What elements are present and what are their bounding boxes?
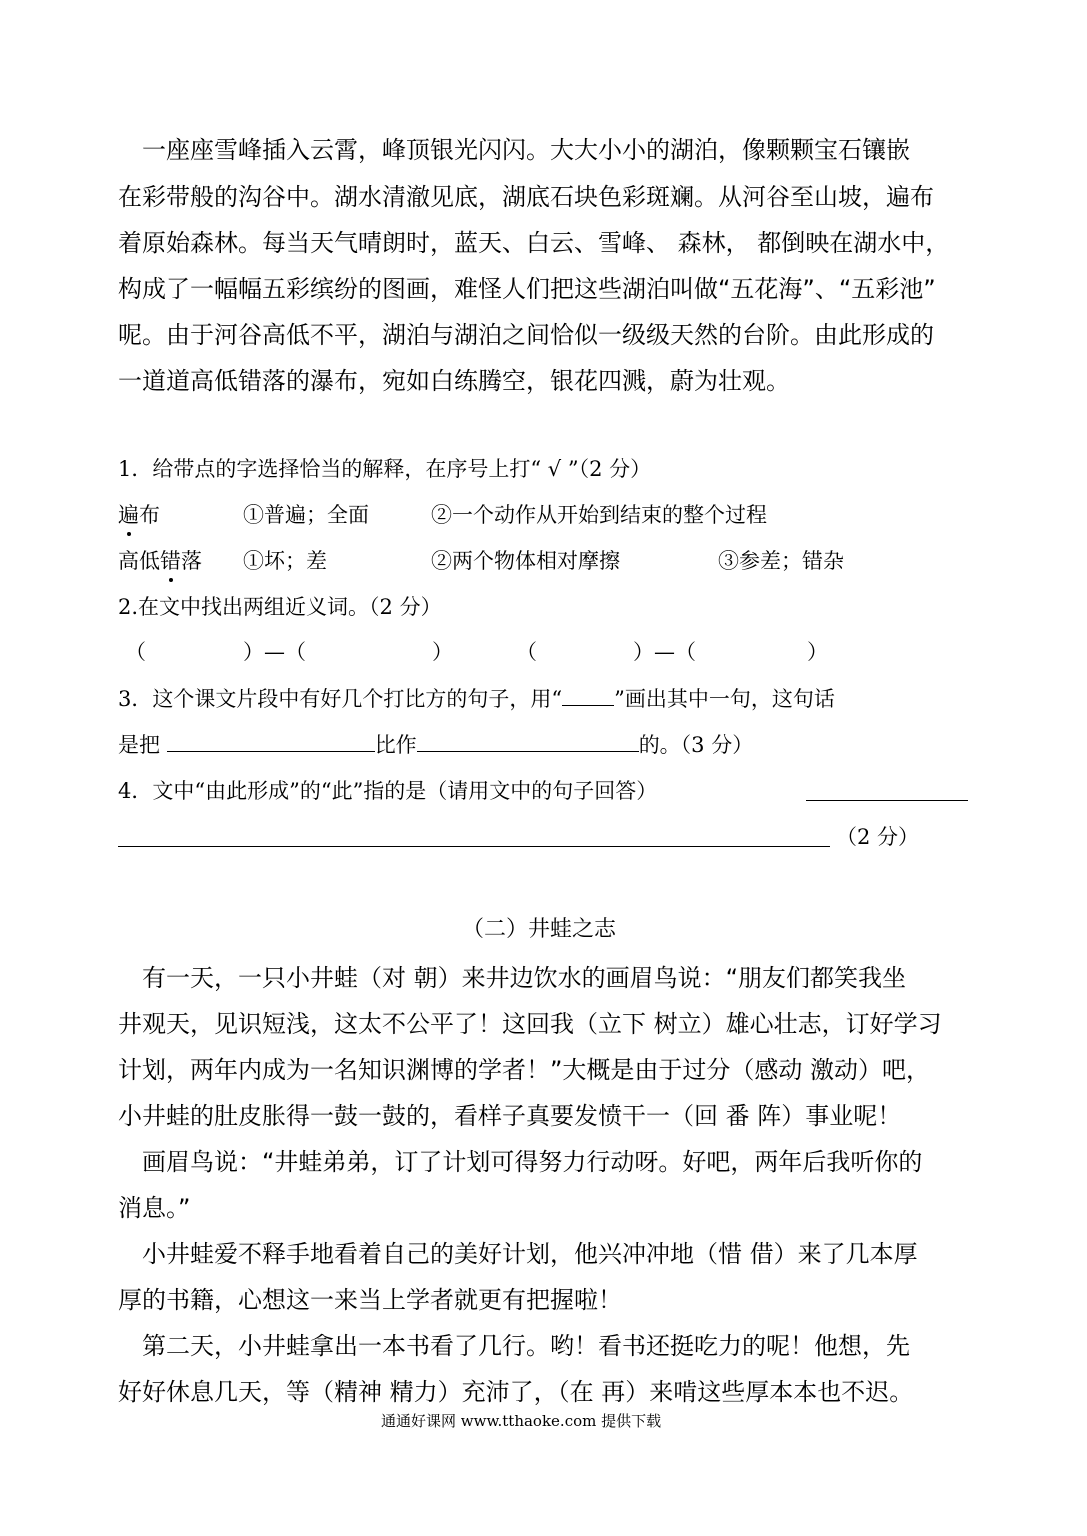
q1-word-2: 高低错落 [118, 545, 202, 575]
q2-pair2-open: （ [516, 640, 537, 664]
q2-pair1-mid: ）—（ [243, 640, 306, 664]
passage2-line-2: 井观天，见识短浅，这太不公平了！这回我（立下 树立）雄心壮志，订好学习 [118, 1010, 942, 1038]
passage1-line-5: 呢。由于河谷高低不平，湖泊与湖泊之间恰似一级级天然的台阶。由此形成的 [118, 321, 934, 349]
q1-row2-option-1: ①坏；差 [243, 549, 327, 573]
passage2-line-7: 小井蛙爱不释手地看着自己的美好计划，他兴冲冲地（惜 借）来了几本厚 [118, 1240, 918, 1268]
passage1-line-1: 一座座雪峰插入云霄，峰顶银光闪闪。大大小小的湖泊，像颗颗宝石镶嵌 [118, 136, 910, 164]
answer-line-1[interactable] [806, 780, 968, 801]
q2-pair1-close: ） [432, 640, 453, 664]
sample-underline [562, 683, 614, 706]
passage1-line-4: 构成了一幅幅五彩缤纷的图画，难怪人们把这些湖泊叫做“五花海”、“五彩池” [118, 275, 936, 303]
q3-line-2: 是把 比作 的。（3 分） [118, 729, 753, 759]
q1-row2-option-3: ③参差；错杂 [718, 549, 844, 573]
passage2-line-3: 计划，两年内成为一名知识渊博的学者！”大概是由于过分（感动 激动）吧， [118, 1056, 931, 1084]
section-title: （二）井蛙之志 [462, 917, 617, 942]
q1-row1-option-2: ②一个动作从开始到结束的整个过程 [431, 503, 767, 527]
passage2-line-6: 消息。” [118, 1194, 191, 1222]
q1-word-1: 遍布 [118, 499, 160, 529]
q2-stem: 2.在文中找出两组近义词。（2 分） [118, 595, 442, 619]
passage2-line-5: 画眉鸟说：“井蛙弟弟，订了计划可得努力行动呀。好吧，两年后我听你的 [118, 1148, 923, 1176]
passage1-line-2: 在彩带般的沟谷中。湖水清澈见底，湖底石块色彩斑斓。从河谷至山坡，遍布 [118, 183, 934, 211]
answer-blank-1[interactable] [167, 729, 375, 752]
dotted-char: 遍 [118, 499, 139, 529]
passage2-line-10: 好好休息几天，等（精神 精力）充沛了，（在 再）来啃这些厚本本也不迟。 [118, 1378, 914, 1406]
dotted-char: 错 [160, 545, 181, 575]
q3-line-1: 3．这个课文片段中有好几个打比方的句子，用“ ”画出其中一句，这句话 [118, 683, 835, 713]
answer-blank-2[interactable] [417, 729, 639, 752]
footer-credit: 通通好课网 www.tthaoke.com 提供下载 [381, 1412, 662, 1430]
passage2-line-4: 小井蛙的肚皮胀得一鼓一鼓的，看样子真要发愤干一（回 番 阵）事业呢！ [118, 1102, 902, 1130]
passage2-line-8: 厚的书籍，心想这一来当上学者就更有把握啦！ [118, 1286, 622, 1314]
passage1-line-3: 着原始森林。每当天气晴朗时，蓝天、白云、雪峰、 森林， 都倒映在湖水中， [118, 229, 950, 257]
q4-score: （2 分） [836, 825, 920, 849]
passage2-line-9: 第二天，小井蛙拿出一本书看了几行。哟！看书还挺吃力的呢！他想，先 [118, 1332, 910, 1360]
passage2-line-1: 有一天，一只小井蛙（对 朝）来井边饮水的画眉鸟说：“朋友们都笑我坐 [118, 964, 907, 992]
q1-row1-option-1: ①普遍；全面 [243, 503, 369, 527]
q2-pair1-open: （ [125, 640, 146, 664]
passage1-line-6: 一道道高低错落的瀑布，宛如白练腾空，银花四溅，蔚为壮观。 [118, 367, 790, 395]
q2-pair2-mid: ）—（ [633, 640, 696, 664]
q4-line-1: 4．文中“由此形成”的“此”指的是（请用文中的句子回答） [118, 779, 658, 803]
q2-pair2-close: ） [807, 640, 828, 664]
answer-line-2[interactable] [118, 826, 830, 847]
q1-row2-option-2: ②两个物体相对摩擦 [431, 549, 620, 573]
q1-stem: 1．给带点的字选择恰当的解释，在序号上打“ √ ”（2 分） [118, 457, 652, 481]
